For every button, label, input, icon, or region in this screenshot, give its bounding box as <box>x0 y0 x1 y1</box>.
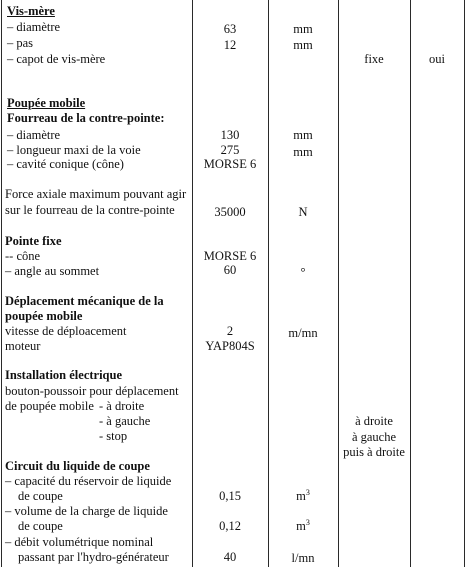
section-title-vis-mere: Vis-mère <box>7 4 55 18</box>
row-label: -- cône <box>5 249 41 263</box>
column-divider-6 <box>464 0 465 567</box>
circuit-row-unit: l/mn <box>291 551 315 565</box>
installation-extra: à droite <box>355 414 393 428</box>
circuit-row-value: 0,12 <box>219 519 241 533</box>
section-title-poupee-mobile: Poupée mobile <box>7 96 86 110</box>
column-divider-2 <box>192 0 193 567</box>
row-label: – cavité conique (cône) <box>7 157 124 171</box>
circuit-row-unit: $m^3$ <box>296 488 310 503</box>
row-value: 275 <box>220 143 240 157</box>
installation-option: - stop <box>99 429 128 443</box>
row-value: 2 <box>226 324 234 338</box>
circuit-row-label-cont: passant par l'hydro-générateur <box>18 550 169 564</box>
column-divider-3 <box>268 0 269 567</box>
row-label: – diamètre <box>7 20 61 34</box>
row-last: oui <box>429 52 445 66</box>
section-title-pointe-fixe: Pointe fixe <box>5 234 62 248</box>
row-unit: m/mn <box>288 326 318 340</box>
circuit-row-unit: $m^3$ <box>296 518 310 533</box>
force-value: 35000 <box>214 205 246 219</box>
row-label: – capot de vis-mère <box>7 52 106 66</box>
row-value: MORSE 6 <box>203 157 257 171</box>
circuit-row-label: – volume de la charge de liquide <box>5 504 168 518</box>
column-divider-1 <box>1 0 2 567</box>
circuit-row-label: – capacité du réservoir de liquide <box>5 474 172 488</box>
row-unit: mm <box>293 22 313 36</box>
installation-extra: à gauche <box>351 430 397 444</box>
row-extra: fixe <box>364 52 384 66</box>
row-label: – angle au sommet <box>5 264 100 278</box>
row-value: 60 <box>223 263 237 277</box>
row-unit: ° <box>300 265 306 279</box>
circuit-row-value: 0,15 <box>219 489 241 503</box>
force-unit: N <box>298 205 308 219</box>
row-label: vitesse de déploacement <box>5 324 127 338</box>
section-title-installation: Installation électrique <box>5 368 123 382</box>
column-divider-5 <box>410 0 411 567</box>
installation-option: - à gauche <box>99 414 151 428</box>
row-value: 63 <box>223 22 237 36</box>
section-title-deplacement: Déplacement mécanique de la <box>5 294 164 308</box>
row-value: 130 <box>220 128 240 142</box>
row-unit: mm <box>293 38 313 52</box>
force-label-line2: sur le fourreau de la contre-pointe <box>5 203 175 217</box>
row-value: 12 <box>223 38 237 52</box>
row-label: – diamètre <box>7 128 61 142</box>
row-unit: mm <box>293 128 313 142</box>
circuit-row-label: – débit volumétrique nominal <box>5 535 154 549</box>
row-label: – pas <box>7 36 34 50</box>
row-value: YAP804S <box>205 339 255 353</box>
row-label: moteur <box>5 339 41 353</box>
column-divider-4 <box>338 0 339 567</box>
row-unit: mm <box>293 145 313 159</box>
row-value: MORSE 6 <box>203 249 257 263</box>
section-title-circuit: Circuit du liquide de coupe <box>5 459 150 473</box>
installation-extra: puis à droite <box>343 445 405 459</box>
circuit-row-label-cont: de coupe <box>18 489 63 503</box>
installation-line1: bouton-poussoir pour déplacement <box>5 384 179 398</box>
circuit-row-label-cont: de coupe <box>18 519 63 533</box>
installation-option: - à droite <box>99 399 145 413</box>
circuit-row-value: 40 <box>223 550 237 564</box>
row-label: – longueur maxi de la voie <box>7 143 141 157</box>
force-label-line1: Force axiale maximum pouvant agir <box>5 187 187 201</box>
section-subtitle: Fourreau de la contre-pointe: <box>7 111 165 125</box>
installation-line2: de poupée mobile <box>5 399 94 413</box>
section-title-deplacement-line2: poupée mobile <box>5 309 83 323</box>
